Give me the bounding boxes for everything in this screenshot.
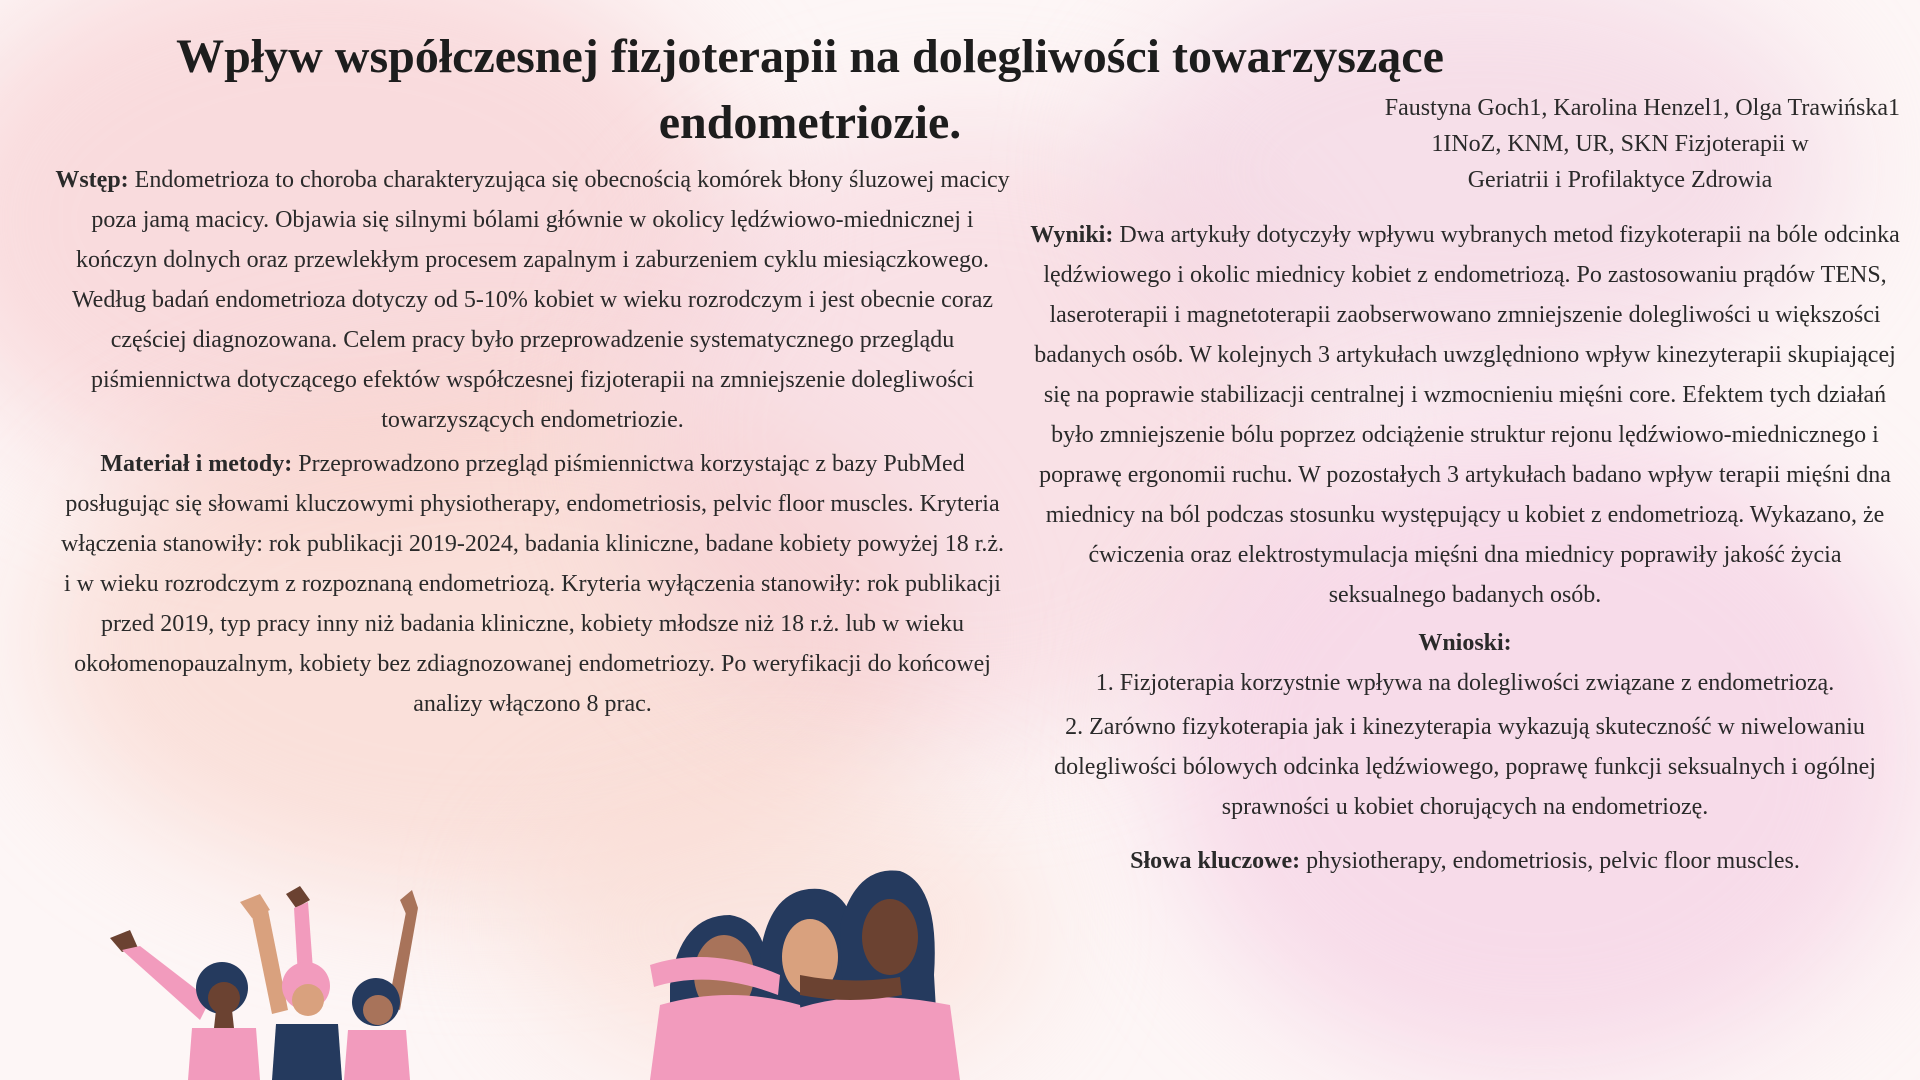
author-names: Faustyna Goch1, Karolina Henzel1, Olga Trawińska1: [1384, 95, 1900, 121]
keywords-label: Słowa kluczowe:: [1130, 848, 1301, 874]
right-column: [1030, 215, 1900, 885]
intro-text: Endometrioza to choroba charakteryzująca się obecnością komórek błony śluzowej macicy poza jamą macicy. Objawia się silnymi bólami głównie w okolicy lędźwiowo-miednicznej i kończyn dolnych oraz przewlekłym procesem zapalnym i zaburzeniem cyklu miesiączkowego. Według badań endometrioza dotyczy od 5-10% kobiet w wieku rozrodczym i jest obecnie coraz częściej diagnozowana. Celem pracy było przeprowadzenie systematycznego przeglądu piśmiennictwa dotyczącego efektów współczesnej fizjoterapii na zmniejszenie dolegliwości towarzyszących endometriozie.: [71, 167, 1010, 433]
authors-block: [1180, 90, 1900, 198]
conclusion-item-1: 1. Fizjoterapia korzystnie wpływa na dolegliwości związane z endometriozą.: [1095, 670, 1835, 696]
women-cheering-illustration: [100, 860, 520, 1080]
results-label: Wyniki:: [1030, 222, 1114, 248]
keywords-section: [1030, 841, 1900, 881]
results-text: Dwa artykuły dotyczyły wpływu wybranych metod fizykoterapii na bóle odcinka lędźwiowego i okolic miednicy kobiet z endometriozą. Po zastosowaniu prądów TENS, laseroterapii i magnetoterapii zaobserwowano zmniejszenie dolegliwości u większości badanych osób. W kolejnych 3 artykułach uwzględniono wpływ kinezyterapii skupiającej się na poprawie stabilizacji centralnej i wzmocnieniu mięśni core. Efektem tych działań było zmniejszenie bólu poprzez odciążenie struktur rejonu lędźwiowo-miednicznego i poprawę ergonomii ruchu. W pozostałych 3 artykułach badano wpływ terapii mięśni dna miednicy na ból podczas stosunku występujący u kobiet z endometriozą. Wykazano, że ćwiczenia oraz elektrostymulacja mięśni dna miednicy poprawiły jakość życia seksualnego badanych osób.: [1034, 222, 1900, 608]
intro-section: [55, 160, 1010, 440]
poster-title: Wpływ współczesnej fizjoterapii na dolegliwości towarzyszące endometriozie.: [176, 30, 1444, 149]
results-section: [1030, 215, 1900, 615]
methods-text: Przeprowadzono przegląd piśmiennictwa korzystając z bazy PubMed posługując się słowami kluczowymi physiotherapy, endometriosis, pelvic floor muscles. Kryteria włączenia stanowiły: rok publikacji 2019-2024, badania kliniczne, badane kobiety powyżej 18 r.ż. i w wieku rozrodczym z rozpoznaną endometriozą. Kryteria wyłączenia stanowiły: rok publikacji przed 2019, typ pracy inny niż badania kliniczne, kobiety młodsze niż 18 r.ż. lub w wieku okołomenopauzalnym, kobiety bez zdiagnozowanej endometriozy. Po weryfikacji do końcowej analizy włączono 8 prac.: [60, 451, 1005, 717]
keywords-text: physiotherapy, endometriosis, pelvic floor muscles.: [1306, 848, 1800, 874]
conclusion-item-2: 2. Zarówno fizykoterapia jak i kinezyterapia wykazują skuteczność w niwelowaniu dolegliwości bólowych odcinka lędźwiowego, poprawę funkcji seksualnych i ogólnej sprawności u kobiet chorujących na endometriozę.: [1054, 714, 1876, 820]
women-hugging-illustration: [650, 865, 960, 1080]
left-column: [55, 160, 1010, 728]
affiliation-line-1: 1INoZ, KNM, UR, SKN Fizjoterapii w: [1431, 131, 1809, 157]
methods-label: Materiał i metody:: [100, 451, 293, 477]
methods-section: [55, 444, 1010, 724]
conclusions-section: [1030, 623, 1900, 827]
conclusions-heading: Wnioski:: [1418, 630, 1512, 656]
affiliation-line-2: Geriatrii i Profilaktyce Zdrowia: [1467, 167, 1773, 193]
intro-label: Wstęp:: [55, 167, 129, 193]
